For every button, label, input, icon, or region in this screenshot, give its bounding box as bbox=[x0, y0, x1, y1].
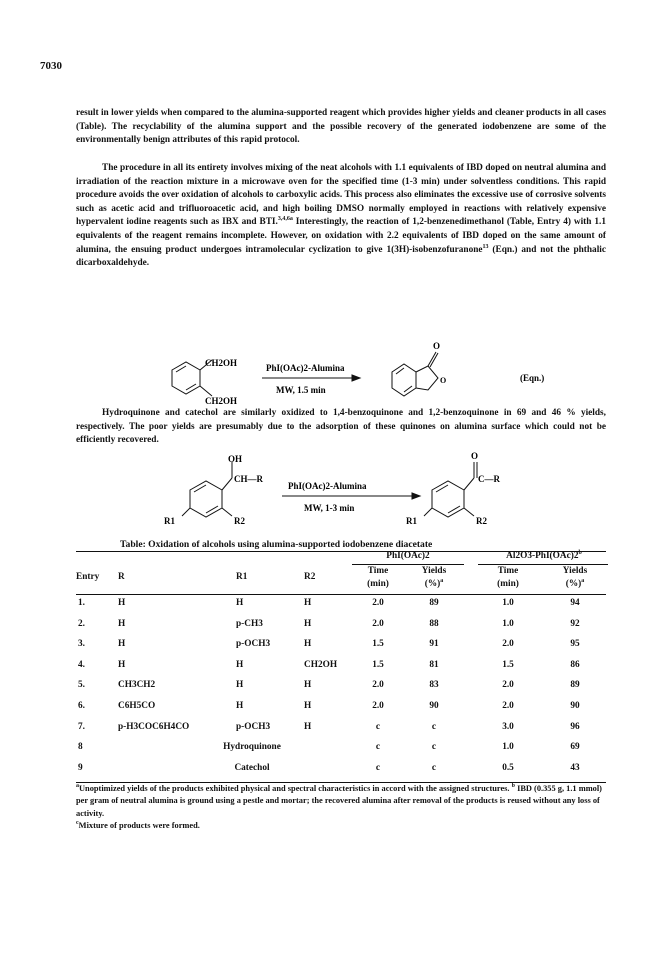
cell-r2: H bbox=[304, 598, 312, 608]
benzene-ring-substrate bbox=[190, 481, 222, 517]
cell-entry: 8 bbox=[78, 742, 83, 752]
cell-time-1: 2.0 bbox=[372, 701, 384, 711]
group-rule-2 bbox=[478, 564, 608, 565]
footnote-c: Mixture of products were formed. bbox=[78, 821, 200, 831]
benzene-ring-left bbox=[172, 362, 200, 394]
paragraph-3-text: Hydroquinone and catechol are similarly oxidized to 1,4-benzoquinone and 1,2-benzoquinone in 69 and 46 % yields, respectively. The poor yields are presumably due to the adsorption of these quinones on alumina surface which could not be efficiently recovered. bbox=[76, 408, 606, 446]
page-number: 7030 bbox=[40, 60, 62, 72]
footnote-mark-a-2: a bbox=[581, 577, 585, 584]
cell-r1: p-CH3 bbox=[236, 619, 263, 629]
c-r-label: C—R bbox=[478, 474, 500, 484]
cell-r: H bbox=[118, 619, 126, 629]
cell-time-2: 1.5 bbox=[502, 660, 514, 670]
footnote-c-mark: c bbox=[76, 820, 79, 827]
carbonyl-oxygen: O bbox=[433, 341, 441, 351]
header-entry: Entry bbox=[76, 572, 100, 582]
scheme-conditions: MW, 1-3 min bbox=[304, 503, 355, 513]
cell-yield-2: 94 bbox=[570, 598, 580, 608]
cell-yield-1: 91 bbox=[429, 639, 439, 649]
cell-compound: Catechol bbox=[234, 763, 270, 773]
cell-entry: 5. bbox=[78, 680, 85, 690]
header-r: R bbox=[118, 572, 125, 582]
cell-r1: H bbox=[236, 660, 244, 670]
cell-entry: 6. bbox=[78, 701, 85, 711]
scheme-reagent: PhI(OAc)2-Alumina bbox=[288, 481, 367, 491]
footnote-a-mark: a bbox=[76, 783, 79, 790]
header-time-2: Time bbox=[497, 566, 519, 576]
r1-label-substrate: R1 bbox=[164, 516, 175, 526]
cell-yield-2: 96 bbox=[570, 722, 580, 732]
cell-time-2: 0.5 bbox=[502, 763, 514, 773]
cell-yield-1: 81 bbox=[429, 660, 439, 670]
cell-time-1: c bbox=[375, 763, 381, 773]
carbonyl-oxygen-scheme: O bbox=[471, 451, 479, 461]
cell-yield-2: 95 bbox=[570, 639, 580, 649]
cell-entry: 2. bbox=[78, 619, 85, 629]
cell-entry: 1. bbox=[78, 598, 85, 608]
cell-yield-2: 90 bbox=[570, 701, 580, 711]
table-header-rule bbox=[76, 594, 606, 595]
cell-r2: H bbox=[304, 619, 312, 629]
paragraph-1: result in lower yields when compared to the alumina-supported reagent which provides higher yields and cleaner products in all cases (Table). The recyclability of the alumina support and the possible recovery of the generated iodobenzene are some of the environmentally benign attributes of this rapid protocol. bbox=[76, 108, 606, 146]
table-title: Table: Oxidation of alcohols using alumina-supported iodobenzene diacetate bbox=[120, 539, 433, 550]
ch2oh-bottom: CH2OH bbox=[205, 396, 238, 406]
group-header-alumina bbox=[478, 551, 610, 561]
cell-yield-1: 90 bbox=[429, 701, 439, 711]
cell-entry: 9 bbox=[78, 763, 83, 773]
paragraph-3 bbox=[76, 407, 606, 448]
cell-r1: H bbox=[236, 598, 244, 608]
equation-reagent: PhI(OAc)2-Alumina bbox=[266, 363, 345, 373]
r2-label-substrate: R2 bbox=[234, 516, 245, 526]
cell-r1: p-OCH3 bbox=[236, 639, 271, 649]
cell-yield-2: 92 bbox=[570, 619, 580, 629]
cell-r1: H bbox=[236, 680, 244, 690]
cell-time-2: 1.0 bbox=[502, 742, 514, 752]
header-yields-unit-1-text: (%) bbox=[424, 579, 441, 589]
citation-ref-2: 13 bbox=[482, 243, 489, 250]
paragraph-2-text-c: (Eqn.) and not the phthalic dicarboxaldehyde. bbox=[76, 244, 606, 269]
ring-oxygen: O bbox=[440, 376, 447, 385]
cell-yield-1: 88 bbox=[429, 619, 439, 629]
cell-r: C6H5CO bbox=[118, 701, 156, 711]
benzene-ring-product bbox=[392, 364, 416, 396]
cell-r1: p-OCH3 bbox=[236, 722, 271, 732]
cell-yield-1: c bbox=[431, 722, 437, 732]
cell-entry: 3. bbox=[78, 639, 85, 649]
cell-time-1: c bbox=[375, 722, 381, 732]
cell-time-2: 2.0 bbox=[502, 639, 514, 649]
cell-entry: 4. bbox=[78, 660, 85, 670]
header-yields-unit-2 bbox=[566, 579, 585, 589]
cell-r2: H bbox=[304, 722, 312, 732]
cell-time-1: 2.0 bbox=[372, 619, 384, 629]
cell-r: CH3CH2 bbox=[118, 680, 156, 690]
cell-yield-2: 86 bbox=[570, 660, 580, 670]
cell-r2: H bbox=[304, 639, 312, 649]
cell-time-1: c bbox=[375, 742, 381, 752]
cell-time-1: 1.5 bbox=[372, 639, 384, 649]
cell-r: H bbox=[118, 598, 126, 608]
cell-yield-2: 69 bbox=[570, 742, 580, 752]
footnote-mark-a-1: a bbox=[440, 577, 444, 584]
cell-yield-1: c bbox=[431, 763, 437, 773]
cell-time-1: 2.0 bbox=[372, 680, 384, 690]
cell-r1: H bbox=[236, 701, 244, 711]
footnote-mark-b: b bbox=[578, 549, 582, 556]
cell-yield-1: c bbox=[431, 742, 437, 752]
cell-r: p-H3COC6H4CO bbox=[118, 722, 190, 732]
header-r1: R1 bbox=[236, 572, 248, 582]
hydroxyl-label: OH bbox=[228, 454, 243, 464]
header-yields-unit-1 bbox=[425, 579, 444, 589]
cell-yield-1: 89 bbox=[429, 598, 439, 608]
cell-yield-1: 83 bbox=[429, 680, 439, 690]
paragraph-2-text-b: Interestingly, the reaction of 1,2-benzenedimethanol (Table, Entry 4) with 1.1 equivalents of the reagent remains incomplete. However, on oxidation with 2.2 equivalents of IBD doped on the same amount of alumina, the ensuing product undergoes intramolecular cyclization to give 1(3H)-isobenzofuranone bbox=[76, 217, 606, 255]
footnote-b-mark: b bbox=[511, 783, 515, 790]
header-yields-2: Yields bbox=[562, 566, 588, 576]
paragraph-2-text-a: The procedure in all its entirety involves mixing of the neat alcohols with 1.1 equivalents of IBD doped on neutral alumina and irradiation of the reaction mixture in a microwave oven for the specified time (1-3 min) under solventless conditions. This rapid procedure avoids the over oxidation of alcohols to carboxylic acids. This process also eliminates the excessive use of corrosive solvents such as acetic acid and trifluoroacetic acid, and high boiling DMSO normally employed in reactions with relatively expensive hypervalent iodine reagents such as IBX and BTI. bbox=[76, 163, 606, 228]
cell-time-2: 1.0 bbox=[502, 598, 514, 608]
table-footnotes bbox=[76, 783, 610, 833]
header-time-1: Time bbox=[367, 566, 389, 576]
cell-r2: CH2OH bbox=[304, 660, 338, 670]
cell-time-2: 2.0 bbox=[502, 680, 514, 690]
group-header-alumina-text: Al2O3-PhI(OAc)2 bbox=[506, 551, 579, 561]
equation-label: (Eqn.) bbox=[520, 373, 545, 383]
cell-yield-2: 43 bbox=[570, 763, 580, 773]
cell-r2: H bbox=[304, 701, 312, 711]
cell-compound: Hydroquinone bbox=[223, 742, 281, 752]
ch2oh-top: CH2OH bbox=[205, 358, 238, 368]
cell-time-1: 1.5 bbox=[372, 660, 384, 670]
paragraph-2 bbox=[76, 162, 606, 271]
cell-time-2: 2.0 bbox=[502, 701, 514, 711]
group-rule-1 bbox=[352, 564, 464, 565]
group-header-phi: PhI(OAc)2 bbox=[386, 551, 430, 561]
cell-time-2: 1.0 bbox=[502, 619, 514, 629]
cell-r: H bbox=[118, 660, 126, 670]
cell-time-1: 2.0 bbox=[372, 598, 384, 608]
r1-label-product: R1 bbox=[406, 516, 417, 526]
cell-r2: H bbox=[304, 680, 312, 690]
header-time-unit-1: (min) bbox=[367, 579, 389, 589]
equation-conditions: MW, 1.5 min bbox=[276, 385, 326, 395]
header-yields-unit-2-text: (%) bbox=[565, 579, 582, 589]
r2-label-product: R2 bbox=[476, 516, 487, 526]
cell-entry: 7. bbox=[78, 722, 85, 732]
cell-yield-2: 89 bbox=[570, 680, 580, 690]
cell-r: H bbox=[118, 639, 126, 649]
cell-time-2: 3.0 bbox=[502, 722, 514, 732]
footnote-a: Unoptimized yields of the products exhibited physical and spectral characteristics in accord with the assigned structures. bbox=[79, 784, 510, 793]
footnote-b: IBD (0.355 g, 1.1 mmol) per gram of neutral alumina is ground using a pestle and mortar; the recovered alumina after removal of the products is reused without any loss of activity. bbox=[76, 784, 602, 818]
benzene-ring-carbonyl-product bbox=[432, 481, 464, 517]
ch-r-label: CH—R bbox=[234, 474, 263, 484]
header-r2: R2 bbox=[304, 572, 316, 582]
citation-ref: 3,4,6a bbox=[277, 216, 293, 223]
header-yields-1: Yields bbox=[421, 566, 447, 576]
header-time-unit-2: (min) bbox=[497, 579, 519, 589]
